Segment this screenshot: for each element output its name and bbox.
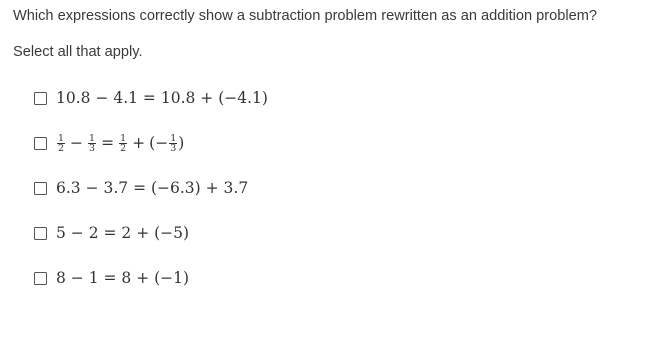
choice-expression: 10.8 − 4.1 = 10.8 + (−4.1)	[56, 89, 268, 107]
checkbox[interactable]	[34, 137, 47, 150]
question-text: Which expressions correctly show a subtraction problem rewritten as an addition problem?	[13, 8, 598, 24]
fraction: $\frac{1}{2}$	[58, 132, 65, 154]
fraction: $\frac{1}{3}$	[89, 132, 96, 154]
answer-choice-2[interactable]	[34, 131, 268, 155]
instruction-text: Select all that apply.	[13, 44, 143, 60]
checkbox[interactable]	[34, 182, 47, 195]
checkbox[interactable]	[34, 227, 47, 240]
answer-choice-1[interactable]	[34, 86, 268, 110]
choice-expression: 5 − 2 = 2 + (−5)	[56, 224, 190, 242]
fraction: $\frac{1}{3}$	[170, 132, 177, 154]
answer-choice-4[interactable]	[34, 221, 268, 245]
choice-expression: 6.3 − 3.7 = (−6.3) + 3.7	[56, 179, 249, 197]
choice-expression: $\frac{1}{2}$ − $\frac{1}{3}$ = $\frac{1}{2}$ + (− $\frac{1}{3}$ )	[58, 132, 185, 154]
checkbox[interactable]	[34, 92, 47, 105]
choice-expression: 8 − 1 = 8 + (−1)	[56, 269, 190, 287]
answer-choice-5[interactable]	[34, 266, 268, 290]
checkbox[interactable]	[34, 272, 47, 285]
fraction: $\frac{1}{2}$	[120, 132, 127, 154]
answer-choice-3[interactable]	[34, 176, 268, 200]
answer-choices	[34, 86, 268, 290]
